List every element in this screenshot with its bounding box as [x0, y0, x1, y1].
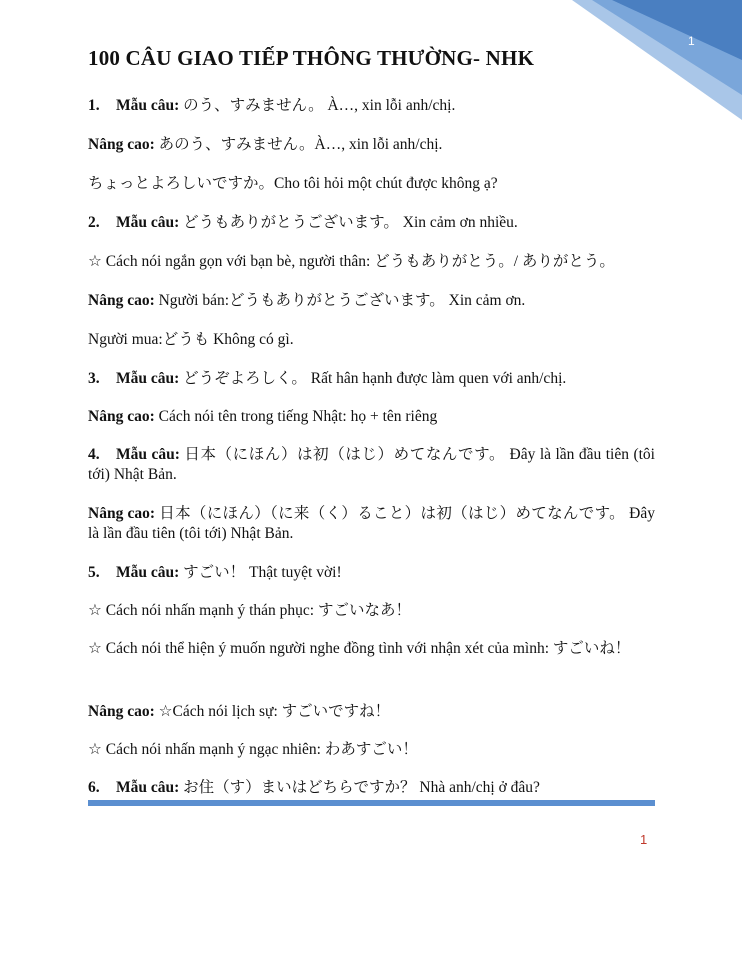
footer-page-number: 1: [640, 832, 648, 847]
paragraph-label: Mẫu câu:: [116, 97, 180, 114]
paragraph-11: [88, 504, 655, 544]
paragraph-label: Mẫu câu:: [116, 779, 180, 796]
corner-page-number: 1: [688, 34, 695, 48]
paragraph-text: 日本（にほん）（に来（く）ること）は初（はじ）めてなんです。 Đây là lần đầu tiên (tôi tới) Nhật Bản.: [88, 505, 655, 542]
paragraph-text: お住（す）まいはどちらですか？ Nhà anh/chị ở đâu?: [179, 779, 540, 796]
item-number: 3.: [88, 370, 100, 387]
paragraph-text: ☆ Cách nói nhấn mạnh ý ngạc nhiên: わあすごい！: [88, 741, 418, 758]
paragraph-label: Mẫu câu:: [116, 446, 180, 463]
paragraph-5: [88, 252, 615, 272]
paragraph-label: Nâng cao:: [88, 408, 155, 425]
paragraph-3: [88, 174, 498, 194]
paragraph-text: あのう、すみません。À…, xin lỗi anh/chị.: [154, 136, 443, 153]
paragraph-label: Mẫu câu:: [116, 370, 180, 387]
paragraph-17: [88, 778, 540, 798]
paragraph-text: ☆ Cách nói thể hiện ý muốn người nghe đồng tình với nhận xét của mình: すごいね！: [88, 640, 631, 657]
paragraph-text: すごい！ Thật tuyệt vời!: [179, 564, 342, 581]
paragraph-text: ちょっとよろしいですか。Cho tôi hỏi một chút được không ạ?: [88, 175, 498, 192]
paragraph-text: のう、すみません。 À…, xin lỗi anh/chị.: [179, 97, 456, 114]
paragraph-label: Mẫu câu:: [116, 214, 180, 231]
corner-decoration: [572, 0, 742, 120]
paragraph-label: Nâng cao:: [88, 703, 155, 720]
paragraph-13: [88, 601, 411, 621]
paragraph-text: ☆ Cách nói nhấn mạnh ý thán phục: すごいなあ！: [88, 602, 411, 619]
paragraph-12: [88, 563, 342, 583]
paragraph-14: [88, 639, 655, 659]
paragraph-text: どうもありがとうございます。 Xin cảm ơn nhiều.: [179, 214, 518, 231]
paragraph-1: [88, 96, 455, 116]
paragraph-label: Mẫu câu:: [116, 564, 180, 581]
item-number: 1.: [88, 97, 100, 114]
item-number: 5.: [88, 564, 100, 581]
paragraph-text: Người bán:どうもありがとうございます。 Xin cảm ơn.: [154, 292, 526, 309]
paragraph-label: Nâng cao:: [88, 505, 156, 522]
page-title: 100 CÂU GIAO TIẾP THÔNG THƯỜNG- NHK: [88, 46, 535, 70]
paragraph-8: [88, 369, 566, 389]
paragraph-7: [88, 330, 294, 350]
paragraph-label: Nâng cao:: [88, 136, 155, 153]
item-number: 4.: [88, 446, 100, 463]
paragraph-text: Cách nói tên trong tiếng Nhật: họ + tên riêng: [154, 408, 438, 425]
paragraph-15: [88, 702, 390, 722]
section-divider: [88, 800, 655, 806]
item-number: 2.: [88, 214, 100, 231]
paragraph-9: [88, 407, 437, 427]
paragraph-text: 日本（にほん）は初（はじ）めてなんです。 Đây là lần đầu tiên (tôi tới) Nhật Bản.: [88, 446, 655, 483]
item-number: 6.: [88, 779, 100, 796]
paragraph-text: ☆Cách nói lịch sự: すごいですね！: [154, 703, 391, 720]
paragraph-16: [88, 740, 418, 760]
paragraph-text: ☆ Cách nói ngắn gọn với bạn bè, người thân: どうもありがとう。/ ありがとう。: [88, 253, 615, 270]
paragraph-text: どうぞよろしく。 Rất hân hạnh được làm quen với anh/chị.: [179, 370, 567, 387]
paragraph-label: Nâng cao:: [88, 292, 155, 309]
paragraph-6: [88, 291, 525, 311]
paragraph-10: [88, 445, 655, 485]
paragraph-2: [88, 135, 442, 155]
paragraph-4: [88, 213, 518, 233]
paragraph-text: Người mua:どうも Không có gì.: [88, 331, 294, 348]
